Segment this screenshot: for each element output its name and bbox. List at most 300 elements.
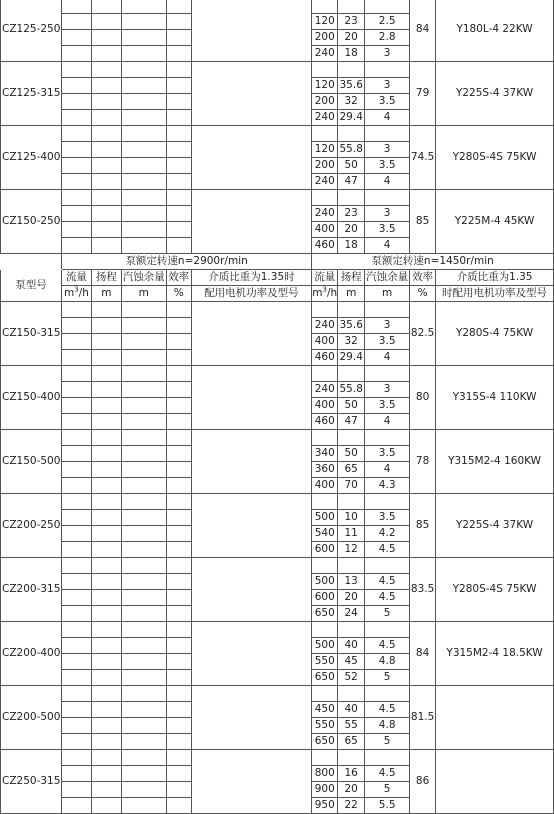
npsh-value: 3 bbox=[365, 206, 410, 222]
pump-model: CZ150-400 bbox=[1, 366, 62, 430]
empty-2900-cell bbox=[61, 30, 91, 46]
empty-2900-cell bbox=[166, 206, 191, 222]
empty-2900-cell bbox=[61, 350, 91, 366]
npsh-value: 3 bbox=[365, 318, 410, 334]
efficiency: 86 bbox=[410, 750, 436, 814]
flow-header-2: 流量 bbox=[312, 270, 338, 286]
empty-2900-cell bbox=[61, 302, 91, 318]
efficiency: 74.5 bbox=[410, 126, 436, 190]
empty-2900-cell bbox=[166, 558, 191, 574]
pump-model: CZ200-400 bbox=[1, 622, 62, 686]
motor-header-b: 配用电机功率及型号 bbox=[191, 286, 312, 302]
efficiency: 81.5 bbox=[410, 686, 436, 750]
speed-1450-header: 泵额定转速n=1450r/min bbox=[312, 254, 554, 270]
empty-2900-cell bbox=[91, 638, 121, 654]
empty-2900-cell bbox=[91, 446, 121, 462]
empty-2900-cell bbox=[61, 366, 91, 382]
empty-2900-cell bbox=[121, 78, 166, 94]
head-value: 40 bbox=[338, 702, 365, 718]
empty-2900-cell bbox=[121, 430, 166, 446]
flow-value: 200 bbox=[312, 158, 338, 174]
table-header bbox=[1, 254, 554, 302]
empty-2900-cell bbox=[121, 318, 166, 334]
empty-2900-cell bbox=[166, 590, 191, 606]
table-row bbox=[1, 558, 554, 574]
head-value: 29.4 bbox=[338, 350, 365, 366]
flow-value: 500 bbox=[312, 510, 338, 526]
flow-value: 460 bbox=[312, 414, 338, 430]
motor-header-d: 时配用电机功率及型号 bbox=[436, 286, 554, 302]
empty-2900-cell bbox=[61, 462, 91, 478]
empty-2900-cell bbox=[166, 462, 191, 478]
empty-2900-cell bbox=[166, 366, 191, 382]
empty-2900-cell bbox=[91, 238, 121, 254]
motor-spec bbox=[436, 750, 554, 814]
empty-2900-cell bbox=[61, 670, 91, 686]
motor-header-c: 介质比重为1.35 bbox=[436, 270, 554, 286]
empty-2900-cell bbox=[166, 78, 191, 94]
head-value: 65 bbox=[338, 734, 365, 750]
empty-2900-cell bbox=[61, 446, 91, 462]
flow-value: 120 bbox=[312, 14, 338, 30]
empty-2900-cell bbox=[91, 478, 121, 494]
head-value: 24 bbox=[338, 606, 365, 622]
npsh-value: 2.8 bbox=[365, 30, 410, 46]
blank-cell bbox=[312, 750, 338, 766]
blank-cell bbox=[312, 62, 338, 78]
efficiency: 79 bbox=[410, 62, 436, 126]
empty-2900-cell bbox=[166, 542, 191, 558]
table-row bbox=[1, 750, 554, 766]
empty-2900-cell bbox=[61, 606, 91, 622]
efficiency: 85 bbox=[410, 494, 436, 558]
npsh-value: 2.5 bbox=[365, 14, 410, 30]
empty-2900-cell bbox=[121, 494, 166, 510]
blank-cell bbox=[312, 0, 338, 14]
motor-spec: Y315M2-4 160KW bbox=[436, 430, 554, 494]
blank-cell bbox=[365, 302, 410, 318]
empty-motor-2900 bbox=[191, 190, 312, 254]
flow-value: 650 bbox=[312, 670, 338, 686]
empty-2900-cell bbox=[166, 94, 191, 110]
empty-2900-cell bbox=[91, 462, 121, 478]
flow-value: 240 bbox=[312, 46, 338, 62]
empty-2900-cell bbox=[61, 590, 91, 606]
empty-2900-cell bbox=[61, 574, 91, 590]
head-value: 11 bbox=[338, 526, 365, 542]
flow-value: 600 bbox=[312, 590, 338, 606]
blank-cell bbox=[365, 0, 410, 14]
flow-value: 500 bbox=[312, 638, 338, 654]
blank-cell bbox=[365, 622, 410, 638]
flow-header: 流量 bbox=[61, 270, 91, 286]
empty-2900-cell bbox=[166, 702, 191, 718]
head-value: 18 bbox=[338, 238, 365, 254]
head-value: 45 bbox=[338, 654, 365, 670]
empty-motor-2900 bbox=[191, 686, 312, 750]
empty-2900-cell bbox=[91, 366, 121, 382]
unit-npsh-2: m bbox=[365, 286, 410, 302]
empty-2900-cell bbox=[121, 734, 166, 750]
empty-motor-2900 bbox=[191, 622, 312, 686]
empty-2900-cell bbox=[166, 686, 191, 702]
head-value: 20 bbox=[338, 782, 365, 798]
pump-model: CZ150-250 bbox=[1, 190, 62, 254]
empty-2900-cell bbox=[121, 622, 166, 638]
flow-value: 200 bbox=[312, 94, 338, 110]
empty-2900-cell bbox=[91, 494, 121, 510]
empty-2900-cell bbox=[91, 78, 121, 94]
npsh-value: 4.2 bbox=[365, 526, 410, 542]
empty-2900-cell bbox=[166, 142, 191, 158]
empty-2900-cell bbox=[121, 414, 166, 430]
flow-value: 500 bbox=[312, 574, 338, 590]
empty-2900-cell bbox=[166, 334, 191, 350]
empty-2900-cell bbox=[61, 558, 91, 574]
npsh-value: 3.5 bbox=[365, 398, 410, 414]
empty-2900-cell bbox=[166, 302, 191, 318]
efficiency: 83.5 bbox=[410, 558, 436, 622]
npsh-value: 4.8 bbox=[365, 654, 410, 670]
empty-2900-cell bbox=[91, 510, 121, 526]
npsh-value: 5 bbox=[365, 670, 410, 686]
empty-2900-cell bbox=[121, 398, 166, 414]
empty-2900-cell bbox=[61, 382, 91, 398]
empty-2900-cell bbox=[166, 174, 191, 190]
flow-value: 450 bbox=[312, 702, 338, 718]
head-value: 47 bbox=[338, 174, 365, 190]
unit-flow-2: $m^3/h$ bbox=[312, 286, 338, 302]
empty-2900-cell bbox=[166, 430, 191, 446]
flow-value: 650 bbox=[312, 734, 338, 750]
empty-2900-cell bbox=[61, 654, 91, 670]
empty-2900-cell bbox=[91, 46, 121, 62]
blank-cell bbox=[312, 190, 338, 206]
eff-header-2: 效率 bbox=[410, 270, 436, 286]
empty-2900-cell bbox=[121, 46, 166, 62]
motor-spec: Y180L-4 22KW bbox=[436, 0, 554, 62]
npsh-value: 3 bbox=[365, 382, 410, 398]
empty-2900-cell bbox=[121, 462, 166, 478]
table-row bbox=[1, 190, 554, 206]
empty-2900-cell bbox=[121, 222, 166, 238]
pump-model: CZ125-400 bbox=[1, 126, 62, 190]
empty-2900-cell bbox=[61, 766, 91, 782]
empty-2900-cell bbox=[166, 526, 191, 542]
empty-motor-2900 bbox=[191, 494, 312, 558]
npsh-value: 4.5 bbox=[365, 766, 410, 782]
flow-value: 950 bbox=[312, 798, 338, 814]
empty-2900-cell bbox=[91, 62, 121, 78]
empty-2900-cell bbox=[91, 702, 121, 718]
efficiency: 84 bbox=[410, 622, 436, 686]
table-row bbox=[1, 366, 554, 382]
empty-2900-cell bbox=[166, 126, 191, 142]
head-value: 55.8 bbox=[338, 142, 365, 158]
empty-2900-cell bbox=[121, 126, 166, 142]
empty-2900-cell bbox=[166, 318, 191, 334]
npsh-value: 3.5 bbox=[365, 446, 410, 462]
table-row bbox=[1, 62, 554, 78]
empty-2900-cell bbox=[91, 654, 121, 670]
flow-value: 240 bbox=[312, 382, 338, 398]
unit-eff: % bbox=[166, 286, 191, 302]
empty-2900-cell bbox=[61, 62, 91, 78]
empty-2900-cell bbox=[61, 318, 91, 334]
blank-cell bbox=[338, 366, 365, 382]
npsh-value: 3.5 bbox=[365, 222, 410, 238]
motor-spec: Y315S-4 110KW bbox=[436, 366, 554, 430]
npsh-value: 4.3 bbox=[365, 478, 410, 494]
npsh-value: 4.5 bbox=[365, 638, 410, 654]
unit-npsh: m bbox=[121, 286, 166, 302]
blank-cell bbox=[365, 62, 410, 78]
head-value: 32 bbox=[338, 334, 365, 350]
empty-2900-cell bbox=[166, 222, 191, 238]
empty-2900-cell bbox=[91, 334, 121, 350]
motor-spec bbox=[436, 686, 554, 750]
unit-head: m bbox=[91, 286, 121, 302]
head-value: 55.8 bbox=[338, 382, 365, 398]
empty-2900-cell bbox=[121, 0, 166, 14]
empty-2900-cell bbox=[61, 190, 91, 206]
empty-2900-cell bbox=[121, 590, 166, 606]
empty-2900-cell bbox=[61, 510, 91, 526]
blank-cell bbox=[338, 126, 365, 142]
empty-2900-cell bbox=[121, 366, 166, 382]
empty-2900-cell bbox=[166, 110, 191, 126]
unit-head-2: m bbox=[338, 286, 365, 302]
flow-value: 550 bbox=[312, 654, 338, 670]
flow-value: 120 bbox=[312, 78, 338, 94]
motor-spec: Y225S-4 37KW bbox=[436, 62, 554, 126]
blank-cell bbox=[365, 686, 410, 702]
npsh-value: 4 bbox=[365, 414, 410, 430]
eff-header: 效率 bbox=[166, 270, 191, 286]
head-value: 32 bbox=[338, 94, 365, 110]
empty-2900-cell bbox=[61, 702, 91, 718]
empty-2900-cell bbox=[91, 318, 121, 334]
npsh-header: 汽蚀余量 bbox=[121, 270, 166, 286]
empty-2900-cell bbox=[121, 798, 166, 814]
motor-spec: Y225S-4 37KW bbox=[436, 494, 554, 558]
flow-value: 800 bbox=[312, 766, 338, 782]
empty-2900-cell bbox=[166, 494, 191, 510]
npsh-value: 4.5 bbox=[365, 542, 410, 558]
empty-2900-cell bbox=[166, 654, 191, 670]
empty-2900-cell bbox=[121, 782, 166, 798]
empty-2900-cell bbox=[91, 14, 121, 30]
empty-2900-cell bbox=[91, 222, 121, 238]
empty-2900-cell bbox=[91, 798, 121, 814]
empty-2900-cell bbox=[121, 350, 166, 366]
empty-2900-cell bbox=[91, 414, 121, 430]
head-value: 12 bbox=[338, 542, 365, 558]
empty-2900-cell bbox=[121, 750, 166, 766]
empty-2900-cell bbox=[91, 606, 121, 622]
empty-2900-cell bbox=[61, 798, 91, 814]
empty-2900-cell bbox=[166, 478, 191, 494]
head-value: 50 bbox=[338, 398, 365, 414]
npsh-value: 3 bbox=[365, 78, 410, 94]
efficiency: 78 bbox=[410, 430, 436, 494]
blank-cell bbox=[312, 622, 338, 638]
empty-2900-cell bbox=[121, 702, 166, 718]
empty-2900-cell bbox=[61, 686, 91, 702]
head-value: 50 bbox=[338, 446, 365, 462]
empty-2900-cell bbox=[121, 574, 166, 590]
efficiency: 85 bbox=[410, 190, 436, 254]
table-row bbox=[1, 430, 554, 446]
blank-cell bbox=[338, 686, 365, 702]
empty-2900-cell bbox=[166, 670, 191, 686]
flow-value: 400 bbox=[312, 334, 338, 350]
empty-2900-cell bbox=[61, 222, 91, 238]
empty-2900-cell bbox=[61, 238, 91, 254]
npsh-value: 4 bbox=[365, 462, 410, 478]
empty-2900-cell bbox=[91, 158, 121, 174]
empty-motor-2900 bbox=[191, 0, 312, 62]
empty-2900-cell bbox=[91, 94, 121, 110]
head-value: 50 bbox=[338, 158, 365, 174]
empty-2900-cell bbox=[166, 638, 191, 654]
empty-2900-cell bbox=[166, 190, 191, 206]
blank-cell bbox=[338, 302, 365, 318]
empty-2900-cell bbox=[91, 110, 121, 126]
npsh-value: 4 bbox=[365, 238, 410, 254]
empty-2900-cell bbox=[61, 718, 91, 734]
empty-motor-2900 bbox=[191, 750, 312, 814]
flow-value: 200 bbox=[312, 30, 338, 46]
flow-value: 240 bbox=[312, 318, 338, 334]
head-header: 扬程 bbox=[91, 270, 121, 286]
pump-model: CZ150-500 bbox=[1, 430, 62, 494]
empty-2900-cell bbox=[91, 174, 121, 190]
empty-2900-cell bbox=[61, 750, 91, 766]
empty-2900-cell bbox=[121, 142, 166, 158]
empty-2900-cell bbox=[121, 606, 166, 622]
empty-2900-cell bbox=[166, 46, 191, 62]
empty-2900-cell bbox=[121, 62, 166, 78]
empty-2900-cell bbox=[91, 622, 121, 638]
npsh-value: 5 bbox=[365, 734, 410, 750]
head-value: 16 bbox=[338, 766, 365, 782]
flow-value: 460 bbox=[312, 350, 338, 366]
table-row bbox=[1, 686, 554, 702]
empty-2900-cell bbox=[121, 190, 166, 206]
head-value: 65 bbox=[338, 462, 365, 478]
pump-model: CZ125-315 bbox=[1, 62, 62, 126]
blank-cell bbox=[338, 62, 365, 78]
empty-motor-2900 bbox=[191, 366, 312, 430]
empty-2900-cell bbox=[61, 782, 91, 798]
empty-2900-cell bbox=[121, 302, 166, 318]
empty-2900-cell bbox=[166, 398, 191, 414]
empty-2900-cell bbox=[91, 782, 121, 798]
head-value: 35.6 bbox=[338, 318, 365, 334]
flow-value: 540 bbox=[312, 526, 338, 542]
table-row bbox=[1, 302, 554, 318]
motor-spec: Y280S-4S 75KW bbox=[436, 558, 554, 622]
empty-2900-cell bbox=[61, 174, 91, 190]
blank-cell bbox=[365, 558, 410, 574]
npsh-value: 4 bbox=[365, 350, 410, 366]
flow-value: 400 bbox=[312, 398, 338, 414]
blank-cell bbox=[365, 366, 410, 382]
bottom-section bbox=[1, 302, 554, 814]
flow-value: 240 bbox=[312, 110, 338, 126]
empty-2900-cell bbox=[166, 414, 191, 430]
empty-2900-cell bbox=[61, 526, 91, 542]
empty-2900-cell bbox=[61, 542, 91, 558]
motor-header-a: 介质比重为1.35时 bbox=[191, 270, 312, 286]
empty-2900-cell bbox=[91, 686, 121, 702]
flow-value: 120 bbox=[312, 142, 338, 158]
head-value: 23 bbox=[338, 14, 365, 30]
blank-cell bbox=[338, 190, 365, 206]
blank-cell bbox=[312, 494, 338, 510]
empty-motor-2900 bbox=[191, 126, 312, 190]
empty-2900-cell bbox=[166, 574, 191, 590]
empty-2900-cell bbox=[91, 750, 121, 766]
npsh-value: 4.5 bbox=[365, 590, 410, 606]
empty-2900-cell bbox=[166, 382, 191, 398]
npsh-value: 3.5 bbox=[365, 94, 410, 110]
empty-2900-cell bbox=[166, 510, 191, 526]
npsh-value: 4.8 bbox=[365, 718, 410, 734]
empty-2900-cell bbox=[61, 46, 91, 62]
unit-flow: $m^3/h$ bbox=[61, 286, 91, 302]
empty-2900-cell bbox=[91, 526, 121, 542]
empty-2900-cell bbox=[61, 142, 91, 158]
empty-2900-cell bbox=[61, 334, 91, 350]
empty-2900-cell bbox=[91, 190, 121, 206]
empty-2900-cell bbox=[166, 782, 191, 798]
flow-value: 400 bbox=[312, 222, 338, 238]
empty-2900-cell bbox=[91, 590, 121, 606]
blank-cell bbox=[338, 750, 365, 766]
table-row bbox=[1, 126, 554, 142]
blank-cell bbox=[312, 430, 338, 446]
empty-2900-cell bbox=[61, 478, 91, 494]
empty-2900-cell bbox=[61, 494, 91, 510]
table-row bbox=[1, 494, 554, 510]
empty-2900-cell bbox=[166, 750, 191, 766]
head-header-2: 扬程 bbox=[338, 270, 365, 286]
pump-model: CZ150-315 bbox=[1, 302, 62, 366]
motor-spec: Y280S-4S 75KW bbox=[436, 126, 554, 190]
table-row bbox=[1, 0, 554, 14]
head-value: 10 bbox=[338, 510, 365, 526]
empty-2900-cell bbox=[91, 542, 121, 558]
empty-2900-cell bbox=[121, 158, 166, 174]
efficiency: 84 bbox=[410, 0, 436, 62]
empty-2900-cell bbox=[166, 734, 191, 750]
empty-2900-cell bbox=[61, 158, 91, 174]
empty-2900-cell bbox=[166, 350, 191, 366]
blank-cell bbox=[365, 190, 410, 206]
empty-2900-cell bbox=[121, 238, 166, 254]
empty-2900-cell bbox=[61, 398, 91, 414]
empty-2900-cell bbox=[166, 446, 191, 462]
flow-value: 600 bbox=[312, 542, 338, 558]
flow-value: 360 bbox=[312, 462, 338, 478]
empty-2900-cell bbox=[121, 718, 166, 734]
blank-cell bbox=[365, 494, 410, 510]
empty-2900-cell bbox=[121, 446, 166, 462]
empty-motor-2900 bbox=[191, 62, 312, 126]
empty-2900-cell bbox=[121, 542, 166, 558]
